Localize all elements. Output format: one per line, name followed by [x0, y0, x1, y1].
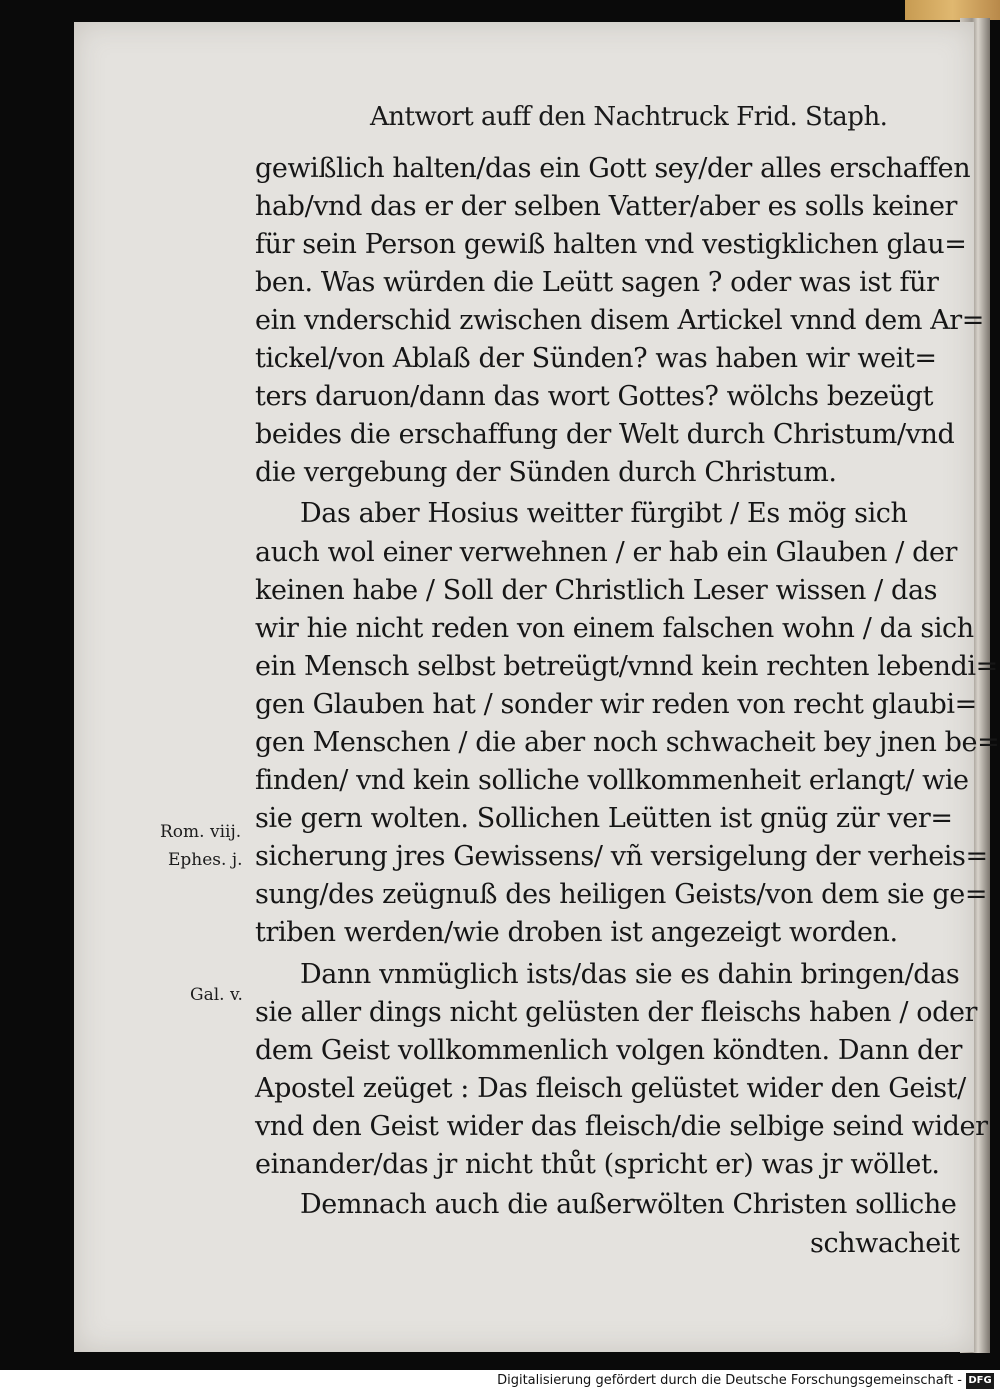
text-line: Das aber Hosius weitter fürgibt / Es mög sich — [300, 498, 908, 529]
text-line: sie aller dings nicht gelüsten der fleischs haben / oder — [255, 997, 978, 1028]
text-line: Demnach auch die außerwölten Christen solliche — [300, 1189, 957, 1220]
text-line: ters daruon/dann das wort Gottes? wölchs bezeügt — [255, 381, 934, 412]
text-line: wir hie nicht reden von einem falschen wohn / da sich — [255, 613, 974, 644]
margin-note: Rom. viij. — [160, 822, 242, 842]
running-header: Antwort auff den Nachtruck Frid. Staph. — [370, 102, 888, 132]
footer-credit: Digitalisierung gefördert durch die Deutsche Forschungsgemeinschaft - — [497, 1373, 962, 1388]
text-line: gen Glauben hat / sonder wir reden von recht glaubi= — [255, 689, 977, 720]
text-line: die vergebung der Sünden durch Christum. — [255, 457, 837, 488]
text-line: sicherung jres Gewissens/ vñ versigelung der verheis= — [255, 841, 988, 872]
catchword: schwacheit — [810, 1228, 960, 1259]
margin-note: Gal. v. — [190, 985, 243, 1005]
text-line: gen Menschen / die aber noch schwacheit bey jnen be= — [255, 727, 1000, 758]
text-line: ben. Was würden die Leütt sagen ? oder was ist für — [255, 267, 939, 298]
text-line: sie gern wolten. Sollichen Leütten ist gnüg zür ver= — [255, 803, 953, 834]
text-line: Apostel zeüget : Das fleisch gelüstet wider den Geist/ — [255, 1073, 966, 1104]
text-line: tickel/von Ablaß der Sünden? was haben wir weit= — [255, 343, 937, 374]
text-line: sung/des zeügnuß des heiligen Geists/von dem sie ge= — [255, 879, 988, 910]
text-line: finden/ vnd kein solliche vollkommenheit erlangt/ wie — [255, 765, 969, 796]
text-line: Dann vnmüglich ists/das sie es dahin bringen/das — [300, 959, 960, 990]
footer-bar — [0, 1370, 1000, 1393]
text-line: auch wol einer verwehnen / er hab ein Glauben / der — [255, 537, 958, 568]
margin-note: Ephes. j. — [168, 850, 243, 870]
text-line: einander/das jr nicht thůt (spricht er) was jr wöllet. — [255, 1149, 940, 1180]
text-line: beides die erschaffung der Welt durch Christum/vnd — [255, 419, 955, 450]
text-line: triben werden/wie droben ist angezeigt worden. — [255, 917, 898, 948]
corner-tab — [905, 0, 1000, 20]
text-line: hab/vnd das er der selben Vatter/aber es solls keiner — [255, 191, 958, 222]
dfg-logo: DFG — [966, 1373, 994, 1389]
text-line: keinen habe / Soll der Christlich Leser wissen / das — [255, 575, 938, 606]
text-line: vnd den Geist wider das fleisch/die selbige seind wider — [255, 1111, 988, 1142]
text-line: ein vnderschid zwischen disem Artickel vnnd dem Ar= — [255, 305, 985, 336]
text-line: für sein Person gewiß halten vnd vestigklichen glau= — [255, 229, 967, 260]
text-line: ein Mensch selbst betreügt/vnnd kein rechten lebendi= — [255, 651, 998, 682]
text-line: gewißlich halten/das ein Gott sey/der alles erschaffen — [255, 153, 971, 184]
text-line: dem Geist vollkommenlich volgen köndten. Dann der — [255, 1035, 962, 1066]
